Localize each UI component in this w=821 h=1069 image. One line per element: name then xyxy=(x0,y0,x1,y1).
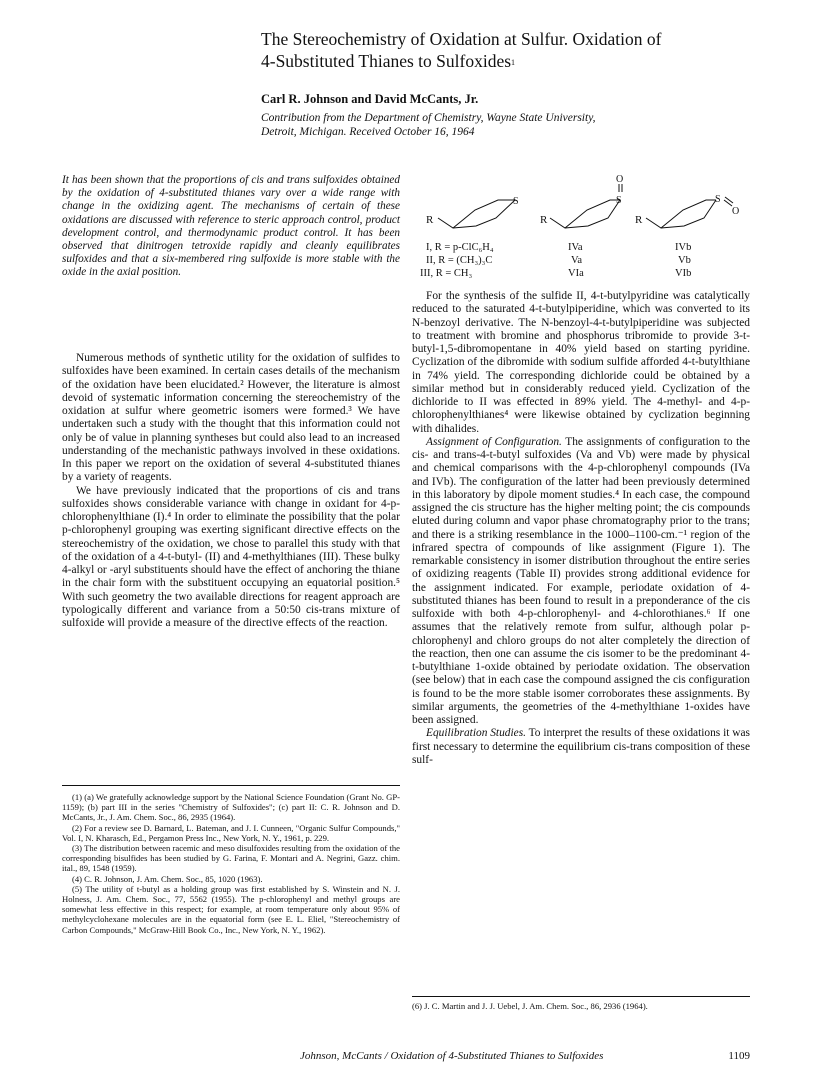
body-right-column xyxy=(412,290,750,767)
footnote-right: (6) J. C. Martin and J. J. Uebel, J. Am. Chem. Soc., 86, 2936 (1964). xyxy=(412,1001,648,1011)
oxygen-label: O xyxy=(732,206,740,217)
compound-label: I, R = p-ClC₆H₄ xyxy=(426,242,494,253)
body-paragraph xyxy=(412,436,750,728)
title-line-1: The Stereochemistry of Oxidation at Sulfur. Oxidation of xyxy=(261,29,662,49)
running-title: Johnson, McCants / Oxidation of 4-Substituted Thianes to Sulfoxides xyxy=(300,1050,604,1062)
title-line-2: 4-Substituted Thianes to Sulfoxides xyxy=(261,51,512,71)
footnote: (3) The distribution between racemic and meso disulfoxides resulting from the oxidation of the corresponding bisulfides has been studied by G. Farina, F. Montari and A. Negrini, Gazz. chim. ital., 89, 1548 (1959). xyxy=(62,843,400,874)
body-paragraph: We have previously indicated that the proportions of cis and trans sulfoxides shows considerable variance with change in oxidant for 4-p-chlorophenylthiane (I).⁴ In order to eliminate the possibility that the polar p-chlorophenyl grouping was exerting significant directive effects on the stereochemistry of the oxidation, we chose to parallel this study with that of the oxidation of a 4-t-butyl- (II) and 4-methylthianes (III). These bulky 4-alkyl or -aryl substituents should have the effect of anchoring the thiane in the chair form with the substituent occupying an equatorial position.⁵ With such geometry the two available directions for reagent approach are typologically different and variance from a 50:50 cis-trans mixture of sulfoxide will provide a measure of the directive effects of the reaction. xyxy=(62,484,400,629)
body-left-column xyxy=(62,352,400,630)
body-paragraph xyxy=(412,727,750,767)
sulfur-label: S xyxy=(616,195,622,206)
compound-label: III, R = CH₃ xyxy=(420,268,473,279)
page-number: 1109 xyxy=(728,1050,750,1062)
thiane-structure xyxy=(438,200,515,228)
contribution-line-1: Contribution from the Department of Chemistry, Wayne State University, xyxy=(261,112,596,124)
section-runin-heading: Equilibration Studies. xyxy=(426,727,526,740)
thiane-structures-figure xyxy=(420,170,750,288)
footnotes-left xyxy=(62,792,400,935)
paragraph-text: The assignments of configuration to the cis- and trans-4-t-butyl sulfoxides (Va and Vb) were made by physical and chemical comparisons with the 4-p-chlorophenyl compounds (IVa and IVb). The configuration of the latter had been previously determined in this laboratory by dipole moment studies.⁴ In each case, the compound assigned the cis structure has the higher melting point; the cis compounds eluted during column and vapor phase chromatography prior to the trans; and there is a striking resemblance in the 1000–1100-cm.⁻¹ region of the infrared spectra of compounds of like assignment (Figure 1). The remarkable consistency in isomer distribution throughout the entire series of oxidizing reagents (Table II) provides strong additional evidence for the assignment indicated. For example, periodate oxidation of 4-substituted thianes has been found to result in a preponderance of the cis sulfoxide with both 4-p-chlorophenyl- and 4-chlorothianes.⁶ If one assumes that the relatively remote from sulfur, although polar p-chlorophenyl and chloro groups do not alter completely the direction of the reaction, then one can assume the cis isomer to be the predominant 4-t-butylthiane 1-oxide obtained by periodate oxidation. The observation (see below) that in each case the compound assigned the cis configuration is found to be the more stable isomer corroborates these assignments. By similar arguments, the geometries of the 4-methylthiane 1-oxides have been assigned. xyxy=(412,435,750,726)
sulfoxide-structure-cis xyxy=(550,184,622,228)
body-paragraph: Numerous methods of synthetic utility for the oxidation of sulfides to sulfoxides have been examined. In certain cases details of the mechanism of the oxidation have been elucidated.² However, the literature is almost devoid of systematic information concerning the stereochemistry of the oxidation at sulfur where geometric isomers were formed.³ We have undertaken such a study with the thought that this information could not only be of value in planning syntheses but could also lead to an increased understanding of the mechanistic pathways involved in these oxidations. In this paper we report on the oxidation of several 4-substituted thianes by a variety of reagents. xyxy=(62,352,400,484)
article-title xyxy=(261,28,781,72)
title-footnote-mark: 1 xyxy=(511,58,516,67)
compound-label: II, R = (CH₃)₃C xyxy=(426,255,493,266)
compound-label: VIa xyxy=(568,268,584,279)
paragraph-text: To interpret the results of these oxidations it was first necessary to determine the equilibrium cis-trans composition of these sulf- xyxy=(412,727,750,766)
substituent-r: R xyxy=(635,214,643,226)
section-runin-heading: Assignment of Configuration. xyxy=(426,435,562,448)
contribution-line-2: Detroit, Michigan. Received October 16, 1964 xyxy=(261,126,475,138)
authors: Carl R. Johnson and David McCants, Jr. xyxy=(261,92,479,106)
footnote: (4) C. R. Johnson, J. Am. Chem. Soc., 85, 1020 (1963). xyxy=(72,873,263,884)
contribution-line xyxy=(261,111,761,139)
footnote: (1) (a) We gratefully acknowledge support by the National Science Foundation (Grant No. GP-1159); (b) part III in the series "Chemistry of Sulfoxides"; (c) part II: C. R. Johnson and D. McCants, Jr., J. Am. Chem. Soc., 86, 2935 (1964). xyxy=(62,792,400,823)
body-paragraph: For the synthesis of the sulfide II, 4-t-butylpyridine was catalytically reduced to the saturated 4-t-butylpiperidine, which was converted to its N-benzoyl derivative. The N-benzoyl-4-t-butylpiperidine was subjected to treatment with bromine and phosphorus tribromide to provide 3-t-butyl-1,5-dibromopentane in 40% yield based on starting pyridine. Cyclization of the dibromide with sodium sulfide afforded 4-t-butylthiane in 74% yield. The corresponding dichloride could be obtained by a similar method but in considerably reduced yield. Cyclization of the dichloride to II was effected in 89% yield. The 4-methyl- and 4-p-chlorophenylthianes⁴ were likewise obtained by cyclization beginning with dihalides. xyxy=(412,290,750,435)
abstract-text: It has been shown that the proportions of cis and trans sulfoxides obtained by the oxidation of 4-substituted thianes vary over a wide range with change in the oxidizing agent. The mechanisms of certain of these oxidations are discussed with reference to steric approach control, product development control, and thermodynamic product control. It has been observed that dinitrogen tetroxide rapidly and cleanly equilibrates sulfoxides and that a six-membered ring sulfoxide is more stable with the oxide in the axial position. xyxy=(62,174,400,279)
footnote: (5) The utility of t-butyl as a holding group was first established by S. Winstein and N. J. Holness, J. Am. Chem. Soc., 77, 5562 (1955). The p-chlorophenyl and methyl groups are somewhat less effective in this respect; for example, at room temperature only about 95% of methylcyclohexane molecules are in the equatorial form (see E. L. Eliel, "Stereochemistry of Carbon Compounds," McGraw-Hill Book Co., Inc., New York, N. Y., 1962). xyxy=(62,883,400,935)
substituent-r: R xyxy=(426,214,434,226)
compound-label: IVa xyxy=(568,242,583,253)
footnote-divider xyxy=(62,785,400,786)
sulfur-label: S xyxy=(513,196,519,207)
sulfur-label: S xyxy=(715,194,721,205)
compound-label: Va xyxy=(571,255,583,266)
compound-label: Vb xyxy=(678,255,691,266)
footnote-divider xyxy=(412,996,750,997)
compound-label: IVb xyxy=(675,242,692,253)
substituent-r: R xyxy=(540,214,548,226)
compound-label: VIb xyxy=(675,268,692,279)
abstract xyxy=(62,174,400,280)
oxygen-label: O xyxy=(616,174,624,185)
footnote: (2) For a review see D. Barnard, L. Bateman, and J. I. Cunneen, "Organic Sulfur Compounds," Vol. I, N. Kharasch, Ed., Pergamon Press Inc., New York, N. Y., 1961, p. 229. xyxy=(62,822,400,843)
running-footer xyxy=(300,1050,750,1062)
